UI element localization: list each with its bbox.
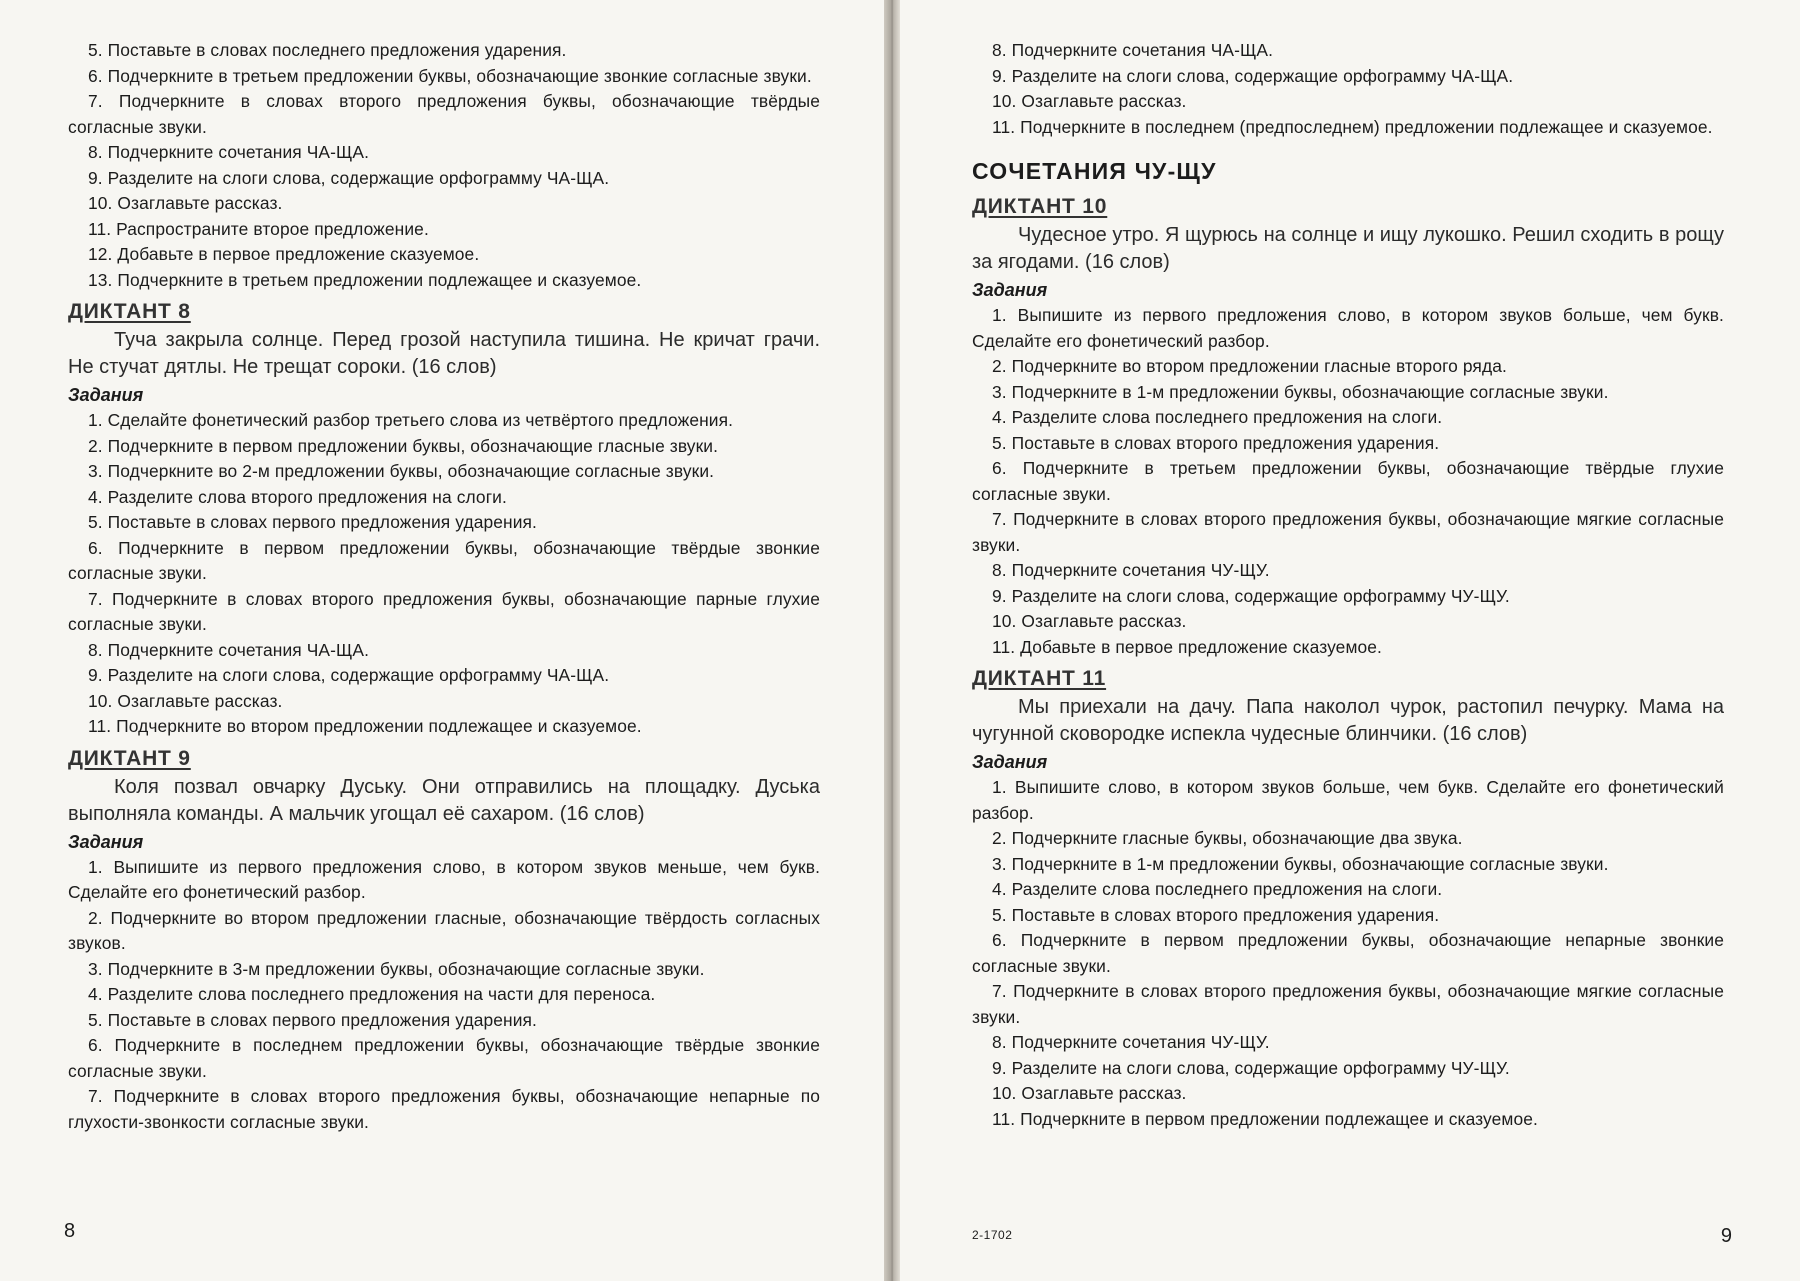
right-page [900, 0, 1800, 1281]
task-item: 9. Разделите на слоги слова, содержащие орфограмму ЧА-ЩА. [88, 665, 610, 685]
left-page [0, 0, 884, 1281]
task-item: 3. Подчеркните во 2-м предложении буквы, обозначающие согласные звуки. [88, 461, 715, 481]
task-item: 3. Подчеркните в 1-м предложении буквы, обозначающие согласные звуки. [992, 853, 1609, 874]
task-item: 2. Подчеркните во втором предложении гласные, обозначающие твёрдость согласных звуков. [68, 907, 820, 953]
right-page-content [972, 38, 1724, 1132]
task-item: 7. Подчеркните в словах второго предложения буквы, обозначающие парные глухие согласные звуки. [68, 588, 820, 634]
task-item: 10. Озаглавьте рассказ. [88, 690, 283, 711]
task-item: 9. Разделите на слоги слова, содержащие орфограмму ЧУ-ЩУ. [992, 585, 1510, 606]
task-item: 6. Подчеркните в первом предложении буквы, обозначающие непарные звонкие согласные звуки. [972, 930, 1724, 976]
task-item: 10. Озаглавьте рассказ. [992, 1083, 1187, 1103]
task-item: 9. Разделите на слоги слова, содержащие орфограмму ЧУ-ЩУ. [992, 1057, 1510, 1078]
dictation-heading: ДИКТАНТ 11 [972, 667, 1107, 690]
task-item: 10. Озаглавьте рассказ. [992, 611, 1187, 631]
task-item: 2. Подчеркните в первом предложении буквы, обозначающие гласные звуки. [88, 435, 719, 456]
task-item: 11. Распространите второе предложение. [88, 218, 429, 239]
task-item: 1. Выпишите из первого предложения слово, в котором звуков больше, чем букв. Сделайте его фонетический разбор. [972, 305, 1724, 351]
task-item: 9. Разделите на слоги слова, содержащие орфограмму ЧА-ЩА. [992, 65, 1514, 86]
task-item: 6. Подчеркните в третьем предложении буквы, обозначающие твёрдые глухие согласные звуки. [972, 458, 1724, 504]
task-item: 11. Подчеркните в первом предложении подлежащее и сказуемое. [992, 1108, 1538, 1129]
task-item: 8. Подчеркните сочетания ЧУ-ЩУ. [992, 560, 1270, 580]
task-item: 11. Подчеркните во втором предложении подлежащее и сказуемое. [88, 716, 642, 736]
task-item: 1. Выпишите из первого предложения слово, в котором звуков меньше, чем букв. Сделайте его фонетический разбор. [68, 856, 820, 902]
task-item: 6. Подчеркните в третьем предложении буквы, обозначающие звонкие согласные звуки. [88, 65, 812, 86]
dictation-text: Туча закрыла солнце. Перед грозой наступила тишина. Не кричат грачи. Не стучат дятлы. Не трещат сороки. (16 слов) [68, 329, 820, 378]
left-page-content [68, 38, 820, 1135]
task-item: 5. Поставьте в словах первого предложения ударения. [88, 1009, 537, 1030]
dictation-text: Чудесное утро. Я щурюсь на солнце и ищу лукошко. Решил сходить в рощу за ягодами. (16 слов) [972, 224, 1724, 273]
dictation-10 [972, 192, 1724, 660]
dictation-8 [68, 297, 820, 740]
task-item: 12. Добавьте в первое предложение сказуемое. [88, 244, 480, 264]
task-item: 2. Подчеркните во втором предложении гласные второго ряда. [992, 356, 1507, 376]
task-item: 10. Озаглавьте рассказ. [992, 91, 1187, 111]
book-spine [884, 0, 900, 1281]
task-item: 9. Разделите на слоги слова, содержащие орфограмму ЧА-ЩА. [88, 167, 610, 188]
task-item: 8. Подчеркните сочетания ЧА-ЩА. [88, 142, 370, 162]
task-item: 6. Подчеркните в первом предложении буквы, обозначающие твёрдые звонкие согласные звуки. [68, 537, 820, 583]
task-item: 11. Подчеркните в последнем (предпоследнем) предложении подлежащее и сказуемое. [992, 116, 1713, 137]
tasks-label: Задания [972, 280, 1048, 300]
dictation-heading: ДИКТАНТ 10 [972, 195, 1108, 218]
task-item: 8. Подчеркните сочетания ЧА-ЩА. [88, 639, 370, 660]
task-item: 8. Подчеркните сочетания ЧА-ЩА. [992, 40, 1274, 60]
tasks-label: Задания [68, 831, 144, 852]
tasks-label: Задания [68, 385, 144, 405]
task-item: 3. Подчеркните в 1-м предложении буквы, обозначающие согласные звуки. [992, 381, 1609, 402]
task-item: 5. Поставьте в словах первого предложения ударения. [88, 512, 537, 532]
task-item: 11. Добавьте в первое предложение сказуемое. [992, 636, 1382, 657]
dictation-11 [972, 664, 1724, 1132]
task-list [972, 303, 1724, 660]
task-item: 3. Подчеркните в 3-м предложении буквы, обозначающие согласные звуки. [88, 958, 705, 979]
task-item: 5. Поставьте в словах второго предложения ударения. [992, 432, 1440, 453]
dictation-heading: ДИКТАНТ 8 [68, 300, 191, 323]
task-item: 4. Разделите слова последнего предложения на части для переноса. [88, 984, 656, 1004]
dictation-text: Мы приехали на дачу. Папа наколол чурок, растопил печурку. Мама на чугунной сковородке испекла чудесные блинчики. (16 слов) [972, 696, 1724, 745]
page-number: 9 [1720, 1225, 1732, 1247]
task-item: 1. Сделайте фонетический разбор третьего слова из четвёртого предложения. [88, 410, 734, 430]
tasks-label: Задания [972, 752, 1048, 772]
task-list [68, 408, 820, 740]
dictation-heading: ДИКТАНТ 9 [68, 746, 191, 770]
task-item: 10. Озаглавьте рассказ. [88, 193, 283, 213]
dictation-9 [68, 744, 820, 1136]
task-item: 8. Подчеркните сочетания ЧУ-ЩУ. [992, 1032, 1270, 1052]
task-list [972, 775, 1724, 1132]
task-list [68, 855, 820, 1136]
task-item: 7. Подчеркните в словах второго предложения буквы, обозначающие непарные по глухости-звонкости согласные звуки. [68, 1086, 820, 1132]
task-item: 4. Разделите слова последнего предложения на слоги. [992, 879, 1443, 899]
task-item: 4. Разделите слова последнего предложения на слоги. [992, 407, 1443, 427]
task-item: 7. Подчеркните в словах второго предложения буквы, обозначающие мягкие согласные звуки. [972, 981, 1724, 1027]
dictation-text: Коля позвал овчарку Дуську. Они отправились на площадку. Дуська выполняла команды. А мальчик угощал её сахаром. (16 слов) [68, 775, 820, 825]
task-item: 7. Подчеркните в словах второго предложения буквы, обозначающие твёрдые согласные звуки. [68, 91, 820, 137]
task-item: 5. Поставьте в словах второго предложения ударения. [992, 904, 1440, 925]
task-item: 13. Подчеркните в третьем предложении подлежащее и сказуемое. [88, 269, 642, 290]
print-code: 2-1702 [972, 1228, 1013, 1242]
right-intro-task-list [972, 38, 1724, 140]
left-intro-task-list [68, 38, 820, 293]
task-item: 6. Подчеркните в последнем предложении буквы, обозначающие твёрдые звонкие согласные звуки. [68, 1035, 820, 1081]
task-item: 1. Выпишите слово, в котором звуков больше, чем букв. Сделайте его фонетический разбор. [972, 777, 1724, 823]
task-item: 2. Подчеркните гласные буквы, обозначающие два звука. [992, 828, 1463, 848]
task-item: 5. Поставьте в словах последнего предложения ударения. [88, 40, 567, 60]
task-item: 7. Подчеркните в словах второго предложения буквы, обозначающие мягкие согласные звуки. [972, 509, 1724, 555]
page-number: 8 [64, 1220, 76, 1242]
section-title: СОЧЕТАНИЯ ЧУ-ЩУ [972, 158, 1217, 184]
task-item: 4. Разделите слова второго предложения на слоги. [88, 486, 507, 507]
